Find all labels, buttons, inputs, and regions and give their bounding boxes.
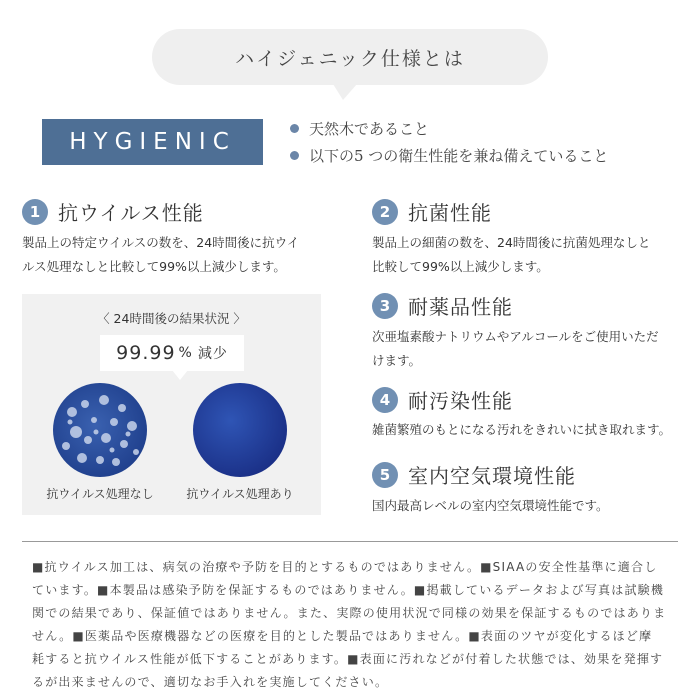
title-bubble (152, 29, 548, 85)
section-body (372, 231, 692, 279)
footnote-line: 耗すると抗ウイルス性能が低下することがあります。■表面に汚れなどが付着した状態では、効果を発揮す (32, 652, 664, 666)
untreated-sample-image (52, 382, 148, 478)
bullet-text: 以下の5 つの衛生性能を兼ね備えていること (309, 147, 609, 165)
footnote-line: ■抗ウイルス加工は、病気の治療や予防を目的とするものではありません。■SIAAの安全性基準に適合し (32, 560, 658, 574)
footnote-line: るが出来ませんので、適切なお手入れを実施してください。 (32, 675, 389, 689)
section-body (372, 494, 692, 518)
reduction-percent: 99.99 (116, 342, 176, 364)
reduction-label: 減少 (197, 346, 228, 362)
section-body-line: 雑菌繁殖のもとになる汚れをきれいに拭き取れます。 (372, 422, 672, 437)
section-body-line: 次亜塩素酸ナトリウムやアルコールをご使用いただ (372, 329, 659, 344)
page-title: ハイジェニック仕様とは (235, 47, 465, 70)
title-bubble-tail (333, 84, 357, 100)
section-body (22, 231, 342, 279)
bullet-item (290, 118, 429, 139)
section-body-line: ルス処理なしと比較して99%以上減少します。 (22, 259, 286, 274)
section-title: 室内空気環境性能 (408, 464, 576, 488)
section-number-badge: 3 (372, 293, 398, 319)
section-heading (372, 291, 513, 320)
section-heading (372, 385, 513, 414)
footnote-line: ています。■本製品は感染予防を保証するものではありません。■掲載しているデータおよび写真は試験機 (32, 583, 665, 597)
section-title: 抗菌性能 (408, 201, 492, 225)
section-title: 抗ウイルス性能 (58, 201, 204, 225)
bullet-dot-icon (290, 151, 299, 160)
bullet-item (290, 145, 608, 166)
section-body-line: 国内最高レベルの室内空気環境性能です。 (372, 498, 609, 513)
untreated-caption: 抗ウイルス処理なし (46, 487, 154, 501)
footnote-line: せん。■医薬品や医療機器などの医療を目的とした製品ではありません。■表面のツヤが変化するほど摩 (32, 629, 653, 643)
section-heading (372, 460, 576, 489)
footnote-line: 関での結果であり、保証値ではありません。また、実際の使用状況で同様の効果を保証するものではありま (32, 606, 667, 620)
section-heading (372, 197, 492, 226)
section-body-line: 製品上の特定ウイルスの数を、24時間後に抗ウイ (22, 235, 300, 250)
section-title: 耐薬品性能 (408, 295, 513, 319)
section-body-line: けます。 (372, 353, 422, 368)
hygienic-banner (42, 119, 263, 165)
treated-caption: 抗ウイルス処理あり (186, 487, 294, 501)
section-heading (22, 197, 204, 226)
section-number-badge: 2 (372, 199, 398, 225)
section-body-line: 比較して99%以上減少します。 (372, 259, 549, 274)
section-title: 耐汚染性能 (408, 389, 513, 413)
bullet-dot-icon (290, 124, 299, 133)
reduction-callout (100, 335, 244, 371)
section-number-badge: 4 (372, 387, 398, 413)
section-number-badge: 5 (372, 462, 398, 488)
hygienic-label: HYGIENIC (69, 129, 236, 155)
result-panel-title: 〈 24時間後の結果状況 〉 (97, 311, 246, 326)
section-body (372, 418, 692, 442)
divider (22, 541, 678, 542)
treated-sample-image (192, 382, 288, 478)
section-number-badge: 1 (22, 199, 48, 225)
disclaimer-footnote (32, 556, 672, 694)
reduction-callout-tail (172, 370, 188, 380)
section-body (372, 325, 692, 373)
bullet-text: 天然木であること (309, 120, 430, 138)
reduction-percent-unit: % (178, 345, 193, 361)
section-body-line: 製品上の細菌の数を、24時間後に抗菌処理なしと (372, 235, 651, 250)
